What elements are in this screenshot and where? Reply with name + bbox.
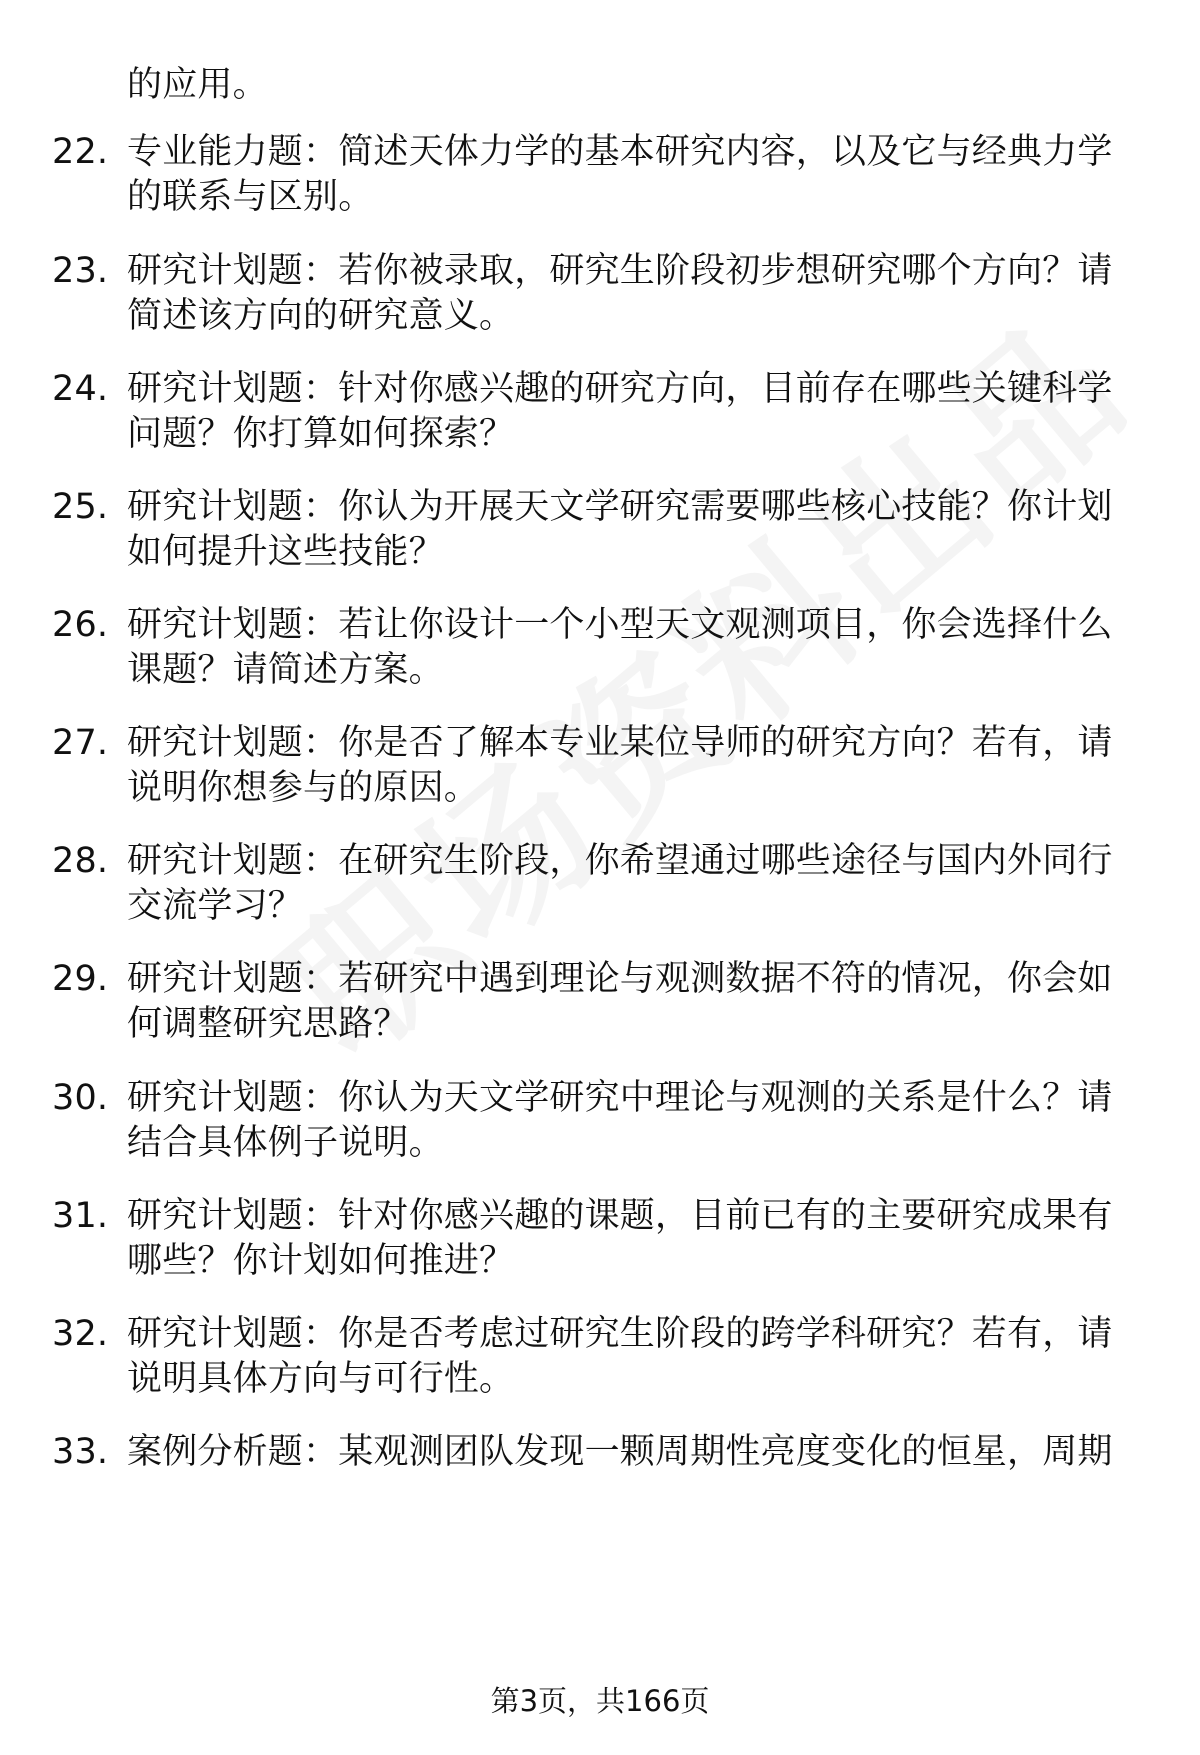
question-text-line2: 结合具体例子说明。 bbox=[127, 1123, 444, 1163]
question-number: 29. bbox=[52, 959, 109, 999]
question-number: 27. bbox=[52, 723, 109, 763]
question-text-line2: 哪些？你计划如何推进？ bbox=[127, 1241, 515, 1281]
question-number: 24. bbox=[52, 369, 109, 409]
question-text-line2: 说明具体方向与可行性。 bbox=[127, 1359, 515, 1399]
question-text-line2: 说明你想参与的原因。 bbox=[127, 768, 480, 808]
question-text-line1: 研究计划题：在研究生阶段，你希望通过哪些途径与国内外同行 bbox=[127, 841, 1113, 881]
question-text-line1: 研究计划题：你是否考虑过研究生阶段的跨学科研究？若有，请 bbox=[127, 1314, 1113, 1354]
question-text-line1: 研究计划题：你认为天文学研究中理论与观测的关系是什么？请 bbox=[127, 1078, 1113, 1118]
page-footer: 第3页，共166页 bbox=[490, 1684, 710, 1718]
question-text-line1: 研究计划题：你认为开展天文学研究需要哪些核心技能？你计划 bbox=[127, 487, 1113, 527]
question-number: 26. bbox=[52, 605, 109, 645]
question-number: 23. bbox=[52, 251, 109, 291]
question-number: 28. bbox=[52, 841, 109, 881]
question-number: 33. bbox=[52, 1432, 109, 1472]
question-text-line1: 研究计划题：若研究中遇到理论与观测数据不符的情况，你会如 bbox=[127, 959, 1113, 999]
question-text-line1: 研究计划题：你是否了解本专业某位导师的研究方向？若有，请 bbox=[127, 723, 1113, 763]
question-text-line2: 简述该方向的研究意义。 bbox=[127, 296, 515, 336]
question-text-line2: 如何提升这些技能？ bbox=[127, 532, 444, 572]
question-text-line2: 的联系与区别。 bbox=[127, 177, 374, 217]
question-number: 32. bbox=[52, 1314, 109, 1354]
question-number: 31. bbox=[52, 1196, 109, 1236]
question-number: 22. bbox=[52, 132, 109, 172]
question-text-line1: 研究计划题：针对你感兴趣的研究方向，目前存在哪些关键科学 bbox=[127, 369, 1113, 409]
question-text-line2: 交流学习？ bbox=[127, 886, 304, 926]
question-number: 30. bbox=[52, 1078, 109, 1118]
question-number: 25. bbox=[52, 487, 109, 527]
continued-line: 的应用。 bbox=[127, 65, 268, 105]
question-text-line1: 研究计划题：若让你设计一个小型天文观测项目，你会选择什么 bbox=[127, 605, 1113, 645]
question-text-line2: 课题？请简述方案。 bbox=[127, 650, 444, 690]
question-text-line1: 案例分析题：某观测团队发现一颗周期性亮度变化的恒星，周期 bbox=[127, 1432, 1113, 1472]
question-text-line1: 研究计划题：若你被录取，研究生阶段初步想研究哪个方向？请 bbox=[127, 251, 1113, 291]
question-text-line2: 问题？你打算如何探索？ bbox=[127, 414, 515, 454]
question-text-line1: 研究计划题：针对你感兴趣的课题，目前已有的主要研究成果有 bbox=[127, 1196, 1113, 1236]
question-text-line1: 专业能力题：简述天体力学的基本研究内容，以及它与经典力学 bbox=[127, 132, 1113, 172]
question-text-line2: 何调整研究思路？ bbox=[127, 1004, 409, 1044]
